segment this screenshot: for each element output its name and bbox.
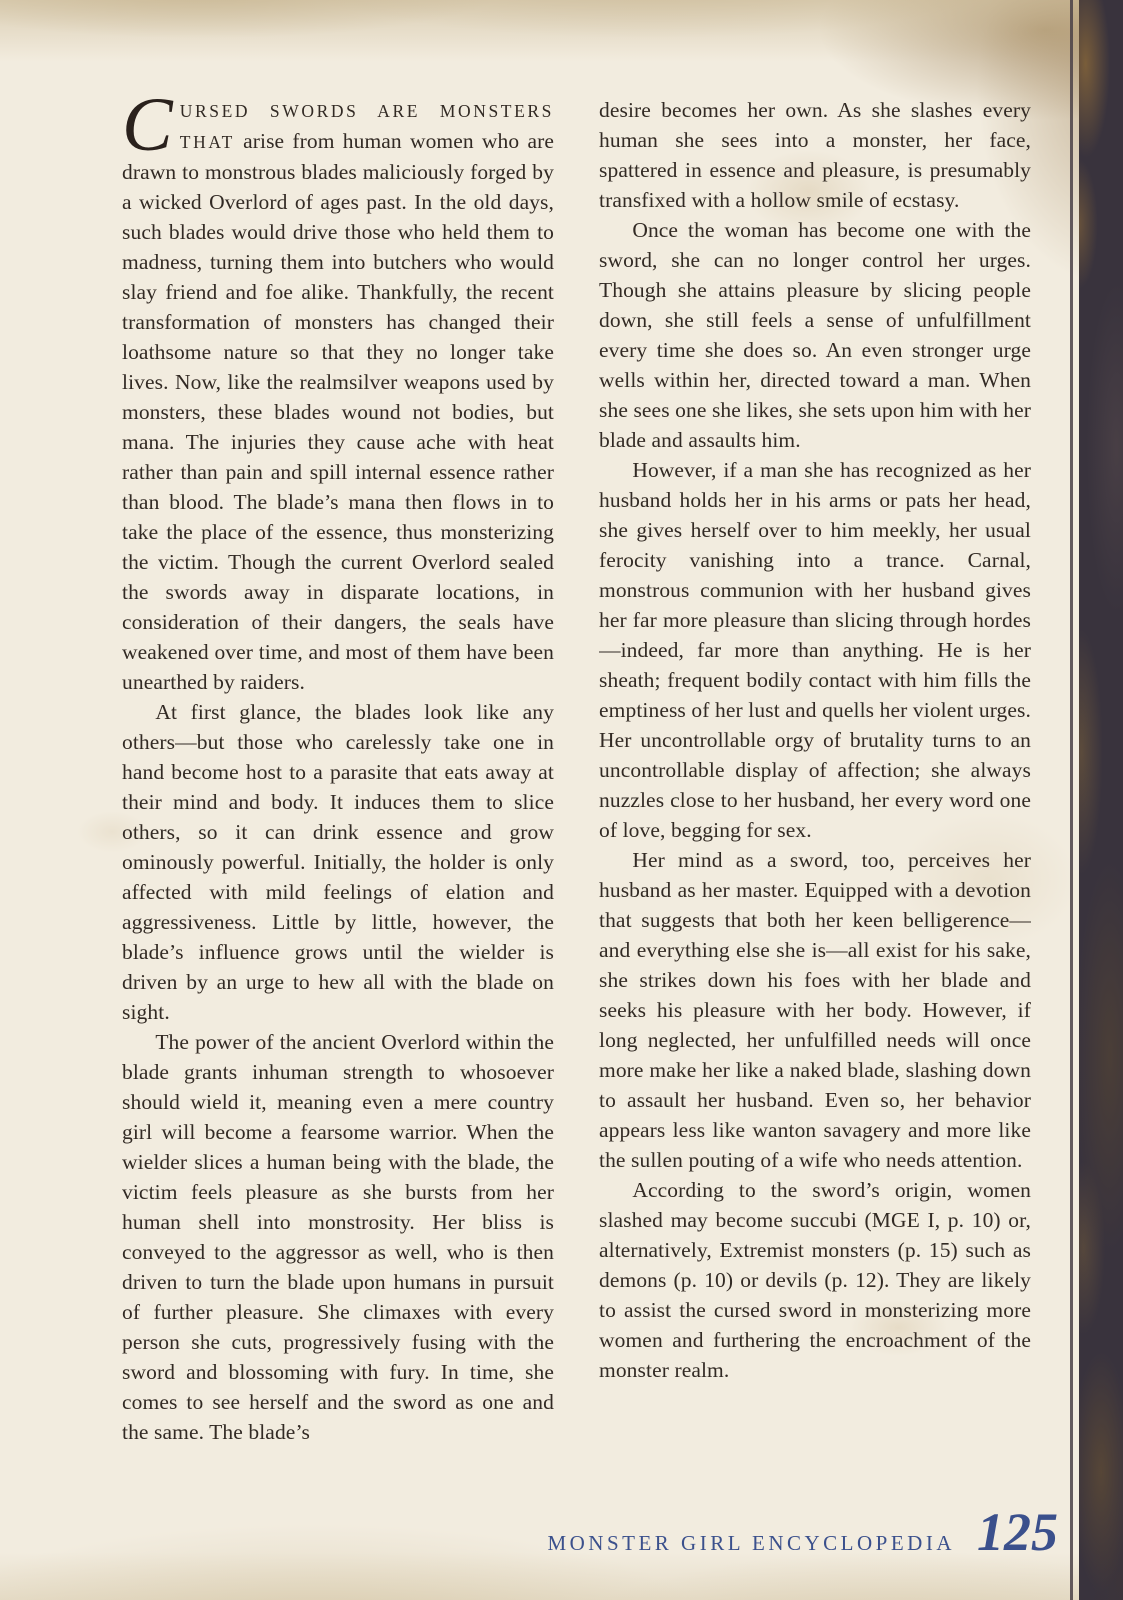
paragraph-continuation: desire becomes her own. As she slashes every human she sees into a monster, her face, spattered in essence and pleasure, is presumably transfixed with a hollow smile of ecstasy. [599,98,1031,212]
page-number: 125 [977,1502,1058,1562]
page-footer [0,1502,1058,1562]
paragraph: According to the sword’s origin, women slashed may become succubi (MGE I, p. 10) or, alternatively, Extremist monsters (p. 15) such as demons (p. 10) or devils (p. 12). They are likely to assist the cursed sword in monsterizing more women and furthering the encroachment of the monster realm. [599,1178,1031,1382]
paragraph-text: arise from human women who are drawn to monstrous blades maliciously forged by a wicked Overlord of ages past. In the old days, such blades would drive those who held them to madness, turning them into butchers who would slay friend and foe alike. Thankfully, the recent transformation of monsters has changed their loathsome nature so that they no longer take lives. Now, like the realmsilver weapons used by monsters, these blades wound not bodies, but mana. The injuries they cause ache with heat rather than pain and spill internal essence rather than blood. The blade’s mana then flows in to take the place of the essence, thus monsterizing the victim. Though the current Overlord sealed the swords away in disparate locations, in consideration of their dangers, the seals have weakened over time, and most of them have been unearthed by raiders. [122,129,554,694]
drop-cap: C [122,95,173,167]
paragraph: At first glance, the blades look like any others—but those who carelessly take one in hand become host to a parasite that eats away at their mind and body. It induces them to slice others, so it can drink essence and grow ominously powerful. Initially, the holder is only affected with mild feelings of elation and aggressiveness. Little by little, however, the blade’s influence grows until the wielder is driven by an urge to hew all with the blade on sight. [122,700,554,1024]
paragraph: Her mind as a sword, too, perceives her husband as her master. Equipped with a devotion that suggests that both her keen belligerence—and everything else she is—all exist for his sake, she strikes down his foes with her blade and seeks his pleasure with her body. However, if long neglected, her unfulfilled needs will once more make her like a naked blade, slashing down to assault her husband. Even so, her behavior appears less like wanton savagery and more like the sullen pouting of a wife who needs attention. [599,848,1031,1172]
opening-small-caps: URSED SWORDS ARE MONSTERS THAT [179,101,554,152]
footer-book-title: MONSTER GIRL ENCYCLOPEDIA [547,1531,955,1555]
paragraph: The power of the ancient Overlord within the blade grants inhuman strength to whosoever should wield it, meaning even a mere country girl will become a fearsome warrior. When the wielder slices a human being with the blade, the victim feels pleasure as she bursts from her human shell into monstrosity. Her bliss is conveyed to the aggressor as well, who is then driven to turn the blade upon humans in pursuit of further pleasure. She climaxes with every person she cuts, progressively fusing with the sword and blossoming with fury. In time, she comes to see herself and the sword as one and the same. The blade’s [122,1030,554,1444]
text-column-right [599,95,1031,1513]
text-column-left [122,95,554,1513]
page-edge-strip [1079,0,1123,1600]
page-edge-rule [1070,0,1073,1600]
paragraph-opening [122,95,554,697]
paragraph: Once the woman has become one with the sword, she can no longer control her urges. Though she attains pleasure by slicing people down, she still feels a sense of unfulfillment every time she does so. An even stronger urge wells within her, directed toward a man. When she sees one she likes, she sets upon him with her blade and assaults him. [599,218,1031,452]
paragraph: However, if a man she has recognized as her husband holds her in his arms or pats her head, she gives herself over to him meekly, her usual ferocity vanishing into a trance. Carnal, monstrous communion with her husband gives her far more pleasure than slicing through hordes—indeed, far more than anything. He is her sheath; frequent bodily contact with him fills the emptiness of her lust and quells her violent urges. Her uncontrollable orgy of brutality turns to an uncontrollable display of affection; she always nuzzles close to her husband, her every word one of love, begging for sex. [599,458,1031,842]
